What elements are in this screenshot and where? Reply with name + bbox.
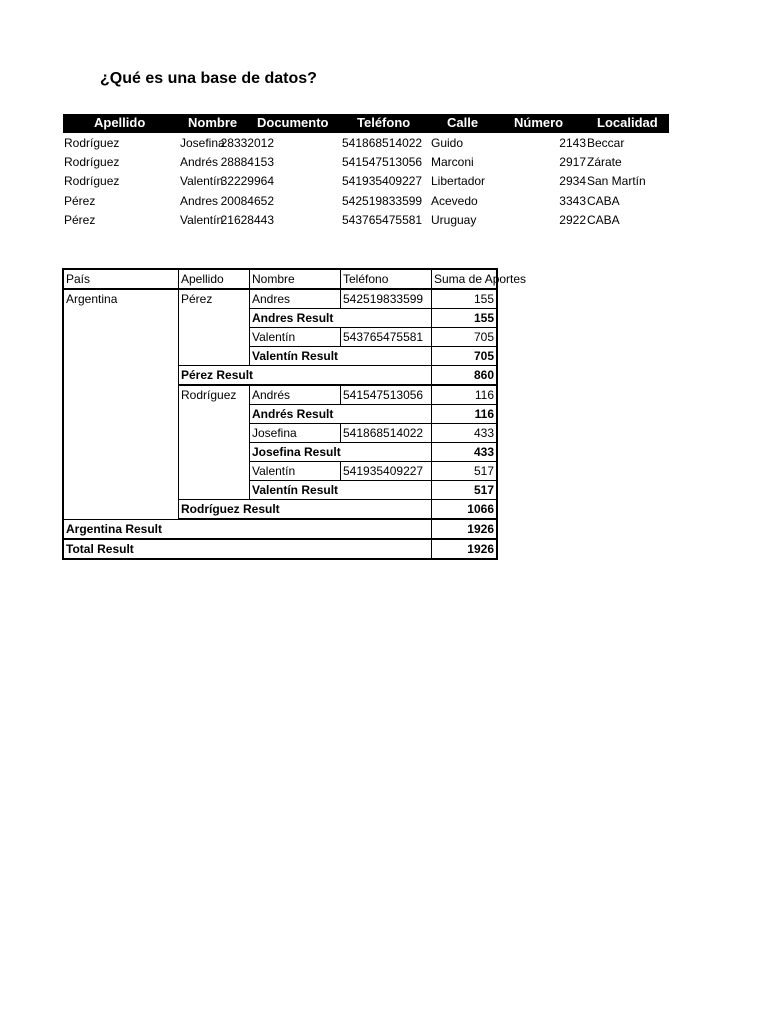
pivot-header-suma bbox=[432, 269, 527, 289]
cell-nombre: Valentín bbox=[180, 213, 224, 227]
cell-documento: 20084652 bbox=[220, 194, 274, 208]
pivot-subtotal-label: Andres Result bbox=[250, 309, 432, 328]
cell-apellido: Pérez bbox=[64, 213, 96, 227]
cell-telefono: 543765475581 bbox=[342, 213, 423, 227]
cell-numero: 2934 bbox=[559, 174, 586, 188]
pivot-apellido-result-label: Pérez Result bbox=[179, 366, 432, 386]
header-numero: Número bbox=[514, 115, 564, 130]
cell-localidad: Zárate bbox=[587, 155, 622, 169]
pivot-value: 517 bbox=[432, 462, 498, 481]
table-row bbox=[63, 211, 669, 230]
cell-calle: Uruguay bbox=[431, 213, 477, 227]
pivot-telefono: 541547513056 bbox=[341, 385, 432, 405]
pivot-nombre: Valentín bbox=[250, 462, 341, 481]
pivot-apellido-perez: Pérez bbox=[179, 289, 250, 366]
cell-nombre: Josefina bbox=[180, 136, 225, 150]
pivot-value: 705 bbox=[432, 328, 498, 347]
cell-numero: 2917 bbox=[559, 155, 586, 169]
header-apellido: Apellido bbox=[94, 115, 146, 130]
pivot-header-row bbox=[63, 269, 497, 289]
pivot-pais-result-value: 1926 bbox=[432, 519, 498, 539]
pivot-subtotal-value: 433 bbox=[432, 443, 498, 462]
table-row bbox=[63, 192, 669, 211]
pivot-total-label: Total Result bbox=[63, 539, 432, 559]
table-row bbox=[63, 153, 669, 172]
cell-calle: Libertador bbox=[431, 174, 486, 188]
cell-calle: Acevedo bbox=[431, 194, 478, 208]
pivot-value: 116 bbox=[432, 385, 498, 405]
pivot-header-suma-label: Suma de Aportes bbox=[434, 272, 527, 286]
cell-documento: 21628443 bbox=[220, 213, 274, 227]
pivot-subtotal-value: 116 bbox=[432, 405, 498, 424]
cell-documento: 28884153 bbox=[220, 155, 274, 169]
table-row bbox=[63, 539, 497, 559]
header-calle: Calle bbox=[447, 115, 479, 130]
cell-numero: 2922 bbox=[559, 213, 586, 227]
pivot-subtotal-value: 517 bbox=[432, 481, 498, 500]
table-row bbox=[63, 519, 497, 539]
pivot-pais-result-label: Argentina Result bbox=[63, 519, 432, 539]
pivot-apellido-result-value: 1066 bbox=[432, 500, 498, 520]
header-localidad: Localidad bbox=[597, 115, 658, 130]
pivot-nombre: Andrés bbox=[250, 385, 341, 405]
pivot-subtotal-label: Josefina Result bbox=[250, 443, 432, 462]
cell-numero: 3343 bbox=[559, 194, 586, 208]
cell-nombre: Andres bbox=[180, 194, 219, 208]
header-nombre: Nombre bbox=[188, 115, 238, 130]
page-title: ¿Qué es una base de datos? bbox=[100, 70, 317, 87]
pivot-value: 433 bbox=[432, 424, 498, 443]
pivot-subtotal-label: Andrés Result bbox=[250, 405, 432, 424]
header-documento: Documento bbox=[257, 115, 329, 130]
pivot-subtotal-value: 705 bbox=[432, 347, 498, 366]
pivot-apellido-rodriguez: Rodríguez bbox=[179, 385, 250, 500]
pivot-apellido-result-label: Rodríguez Result bbox=[179, 500, 432, 520]
pivot-telefono: 543765475581 bbox=[341, 328, 432, 347]
cell-apellido: Rodríguez bbox=[64, 136, 120, 150]
cell-nombre: Andrés bbox=[180, 155, 219, 169]
cell-apellido: Rodríguez bbox=[64, 155, 120, 169]
cell-localidad: San Martín bbox=[587, 174, 646, 188]
pivot-nombre: Andres bbox=[250, 289, 341, 309]
cell-telefono: 541547513056 bbox=[342, 155, 423, 169]
pivot-header-pais: País bbox=[63, 269, 179, 289]
table-row bbox=[63, 172, 669, 191]
pivot-nombre: Valentín bbox=[250, 328, 341, 347]
cell-calle: Marconi bbox=[431, 155, 474, 169]
pivot-telefono: 541935409227 bbox=[341, 462, 432, 481]
cell-documento: 28332012 bbox=[220, 136, 274, 150]
cell-apellido: Rodríguez bbox=[64, 174, 120, 188]
source-table-header bbox=[63, 114, 669, 133]
pivot-table bbox=[62, 268, 527, 560]
pivot-total-value: 1926 bbox=[432, 539, 498, 559]
pivot-subtotal-label: Valentín Result bbox=[250, 347, 432, 366]
cell-documento: 32229964 bbox=[220, 174, 274, 188]
cell-apellido: Pérez bbox=[64, 194, 96, 208]
pivot-apellido-result-value: 860 bbox=[432, 366, 498, 386]
cell-numero: 2143 bbox=[559, 136, 586, 150]
header-telefono: Teléfono bbox=[357, 115, 411, 130]
cell-telefono: 541935409227 bbox=[342, 174, 423, 188]
table-row bbox=[63, 134, 669, 153]
pivot-header-nombre: Nombre bbox=[250, 269, 341, 289]
pivot-telefono: 541868514022 bbox=[341, 424, 432, 443]
cell-nombre: Valentín bbox=[180, 174, 224, 188]
pivot-pais-argentina: Argentina bbox=[63, 289, 179, 519]
cell-localidad: Beccar bbox=[587, 136, 625, 150]
pivot-subtotal-value: 155 bbox=[432, 309, 498, 328]
cell-localidad: CABA bbox=[587, 194, 620, 208]
cell-calle: Guido bbox=[431, 136, 464, 150]
cell-telefono: 542519833599 bbox=[342, 194, 423, 208]
cell-localidad: CABA bbox=[587, 213, 620, 227]
pivot-subtotal-label: Valentín Result bbox=[250, 481, 432, 500]
table-row bbox=[63, 289, 497, 309]
pivot-telefono: 542519833599 bbox=[341, 289, 432, 309]
pivot-header-apellido: Apellido bbox=[179, 269, 250, 289]
pivot-header-telefono: Teléfono bbox=[341, 269, 432, 289]
pivot-nombre: Josefina bbox=[250, 424, 341, 443]
cell-telefono: 541868514022 bbox=[342, 136, 423, 150]
pivot-value: 155 bbox=[432, 289, 498, 309]
